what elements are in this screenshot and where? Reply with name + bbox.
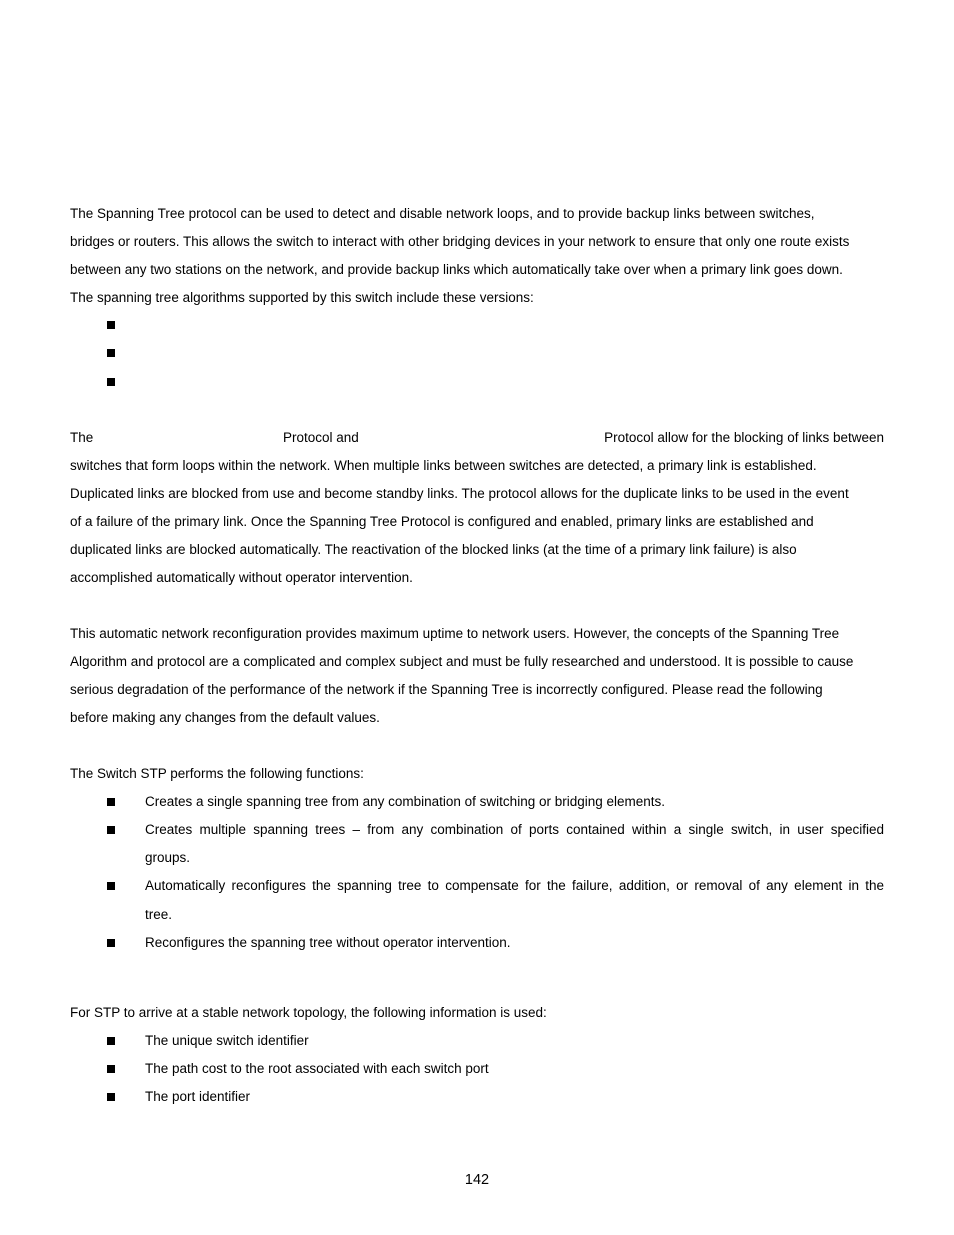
para3-line-2: Algorithm and protocol are a complicated and complex subject and must be fully researched and understood. It is possible to cause [70,654,854,669]
bullet-icon [107,378,115,386]
function-item-continuation [70,844,884,872]
bullet-icon [107,1037,115,1045]
version-bullet-3 [70,368,884,396]
function-item-text: groups. [145,850,191,865]
para2-protocol-and: Protocol and [283,430,359,445]
intro-line-2: bridges or routers. This allows the switch to interact with other bridging devices in your network to ensure that only one route exists [70,234,850,249]
bullet-icon [107,349,115,357]
para2-the: The [70,430,94,445]
para2-line-1 [70,424,884,452]
para2-line-4: of a failure of the primary link. Once the Spanning Tree Protocol is configured and enabled, primary links are established and [70,514,814,529]
bullet-icon [107,1093,115,1101]
function-item [70,788,884,816]
para3-line-3: serious degradation of the performance of the network if the Spanning Tree is incorrectly configured. Please read the following [70,682,823,697]
bullet-icon [107,939,115,947]
function-item [70,929,884,957]
version-bullet-1 [70,311,884,339]
function-item-text: Creates a single spanning tree from any combination of switching or bridging elements. [145,794,666,809]
bullet-icon [107,882,115,890]
para2-line-5: duplicated links are blocked automatically. The reactivation of the blocked links (at the time of a primary link failure) is also [70,542,797,557]
info-heading: For STP to arrive at a stable network topology, the following information is used: [70,1005,547,1020]
info-item-text: The unique switch identifier [145,1033,309,1048]
bullet-icon [107,798,115,806]
intro-line-1: The Spanning Tree protocol can be used to detect and disable network loops, and to provide backup links between switches, [70,206,815,221]
para2-line-3: Duplicated links are blocked from use and become standby links. The protocol allows for the duplicate links to be used in the event [70,486,849,501]
function-item [70,872,884,900]
function-item-text: tree. [145,907,173,922]
para2-protocol-allow: Protocol allow for the blocking of links between [604,430,884,445]
intro-line-4: The spanning tree algorithms supported by this switch include these versions: [70,290,534,305]
function-item-text: Reconfigures the spanning tree without operator intervention. [145,935,511,950]
bullet-icon [107,826,115,834]
para2-line-6: accomplished automatically without operator intervention. [70,570,413,585]
info-item-text: The path cost to the root associated with each switch port [145,1061,489,1076]
function-item-continuation [70,901,884,929]
function-item-text: Automatically reconfigures the spanning tree to compensate for the failure, addition, or removal of any element in the [145,878,884,893]
bullet-icon [107,1065,115,1073]
para2-line-2: switches that form loops within the network. When multiple links between switches are detected, a primary link is established. [70,458,817,473]
page-number: 142 [464,1172,490,1188]
intro-line-3: between any two stations on the network, and provide backup links which automatically take over when a primary link goes down. [70,262,843,277]
info-item [70,1055,884,1083]
info-item [70,1083,884,1111]
para3-line-1: This automatic network reconfiguration provides maximum uptime to network users. However, the concepts of the Spanning Tree [70,626,840,641]
functions-heading: The Switch STP performs the following functions: [70,766,364,781]
function-item [70,816,884,844]
info-item [70,1027,884,1055]
function-item-text: Creates multiple spanning trees – from any combination of ports contained within a single switch, in user specified [145,822,884,837]
para3-line-4: before making any changes from the default values. [70,710,380,725]
bullet-icon [107,321,115,329]
version-bullet-2 [70,339,884,367]
info-item-text: The port identifier [145,1089,251,1104]
